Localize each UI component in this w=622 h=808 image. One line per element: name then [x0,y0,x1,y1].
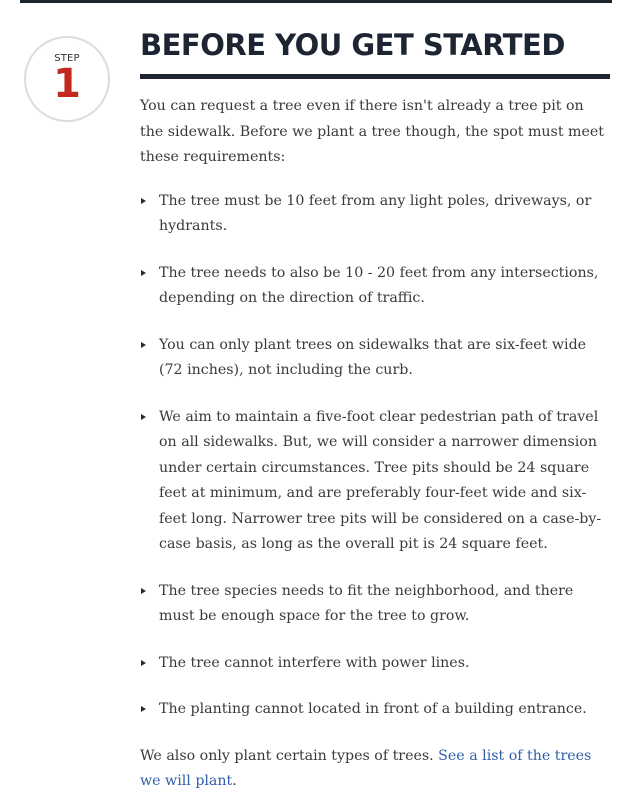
intro-paragraph: You can request a tree even if there isn't already a tree pit on the sidewalk. Before we plant a tree though, the spot must meet these requirements: [140,98,604,165]
requirement-text: The tree cannot interfere with power lines. [159,654,470,671]
requirement-text: We aim to maintain a five-foot clear pedestrian path of travel on all sidewalks. But, we will consider a narrower dimension under certain circumstances. Tree pits should be 24 square feet at minimum, and are preferably four-feet wide and six-feet long. Narrower tree pits will be considered on a case-by-case basis, as long as the overall pit is 24 square feet. [159,408,602,552]
top-divider [20,0,612,3]
bullet-arrow-icon [141,706,146,712]
bullet-arrow-icon [141,198,146,204]
bullet-arrow-icon [141,660,146,666]
title-underline [140,74,610,79]
page-title: BEFORE YOU GET STARTED [140,28,565,62]
requirement-text: The tree must be 10 feet from any light poles, driveways, or hydrants. [159,192,592,234]
list-item [140,333,610,384]
outro-paragraph [140,744,610,795]
requirement-text: You can only plant trees on sidewalks that are six-feet wide (72 inches), not including the curb. [159,336,587,378]
outro-period: . [232,773,237,789]
content-section [140,94,610,795]
outro-text: We also only plant certain types of trees. [140,747,439,764]
list-item [140,651,610,677]
bullet-arrow-icon [141,270,146,276]
list-item [140,405,610,558]
bullet-arrow-icon [141,342,146,348]
bullet-arrow-icon [141,414,146,420]
requirements-list [140,189,610,723]
list-item [140,261,610,312]
step-badge [24,36,110,122]
step-number: 1 [53,61,81,107]
requirement-text: The planting cannot located in front of a building entrance. [159,701,587,717]
bullet-arrow-icon [141,588,146,594]
step-label: STEP [54,53,80,64]
requirement-text: The tree needs to also be 10 - 20 feet from any intersections, depending on the direction of traffic. [159,264,599,306]
list-item [140,189,610,240]
tree-list-link[interactable]: See a list of the trees we will plant [140,747,592,789]
requirement-text: The tree species needs to fit the neighborhood, and there must be enough space for the tree to grow. [159,582,574,624]
list-item [140,579,610,630]
list-item [140,697,610,723]
